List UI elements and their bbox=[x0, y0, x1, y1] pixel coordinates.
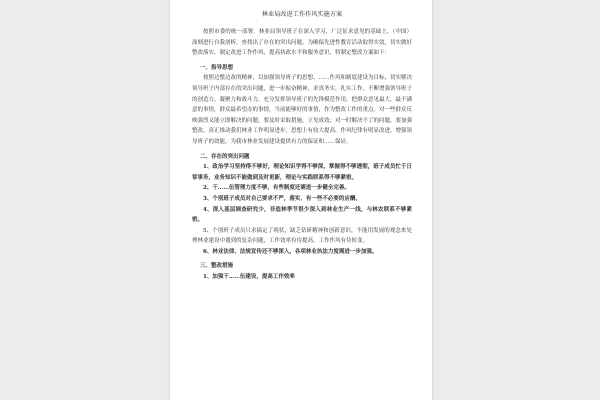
problem-item-2: 2、干……伍管理力度不够，有些制度还需进一步健全完善。 bbox=[203, 185, 350, 192]
problem-item-1: 1、政治学习坚持得不够好，理论知识学得不够深，掌握得不够透彻，班子成员忙于日常事务，业务知识不能做到及时更新，理论与实践联系得不够紧密。 bbox=[192, 164, 412, 181]
section-heading-2: 二、存在的突出问题 bbox=[200, 153, 250, 160]
document-title: 林业局改进工作作风实施方案 bbox=[261, 11, 343, 18]
section-heading-1: 一、指导思想 bbox=[200, 64, 234, 71]
section-heading-3: 三、整改措施 bbox=[200, 263, 234, 270]
document-content bbox=[192, 10, 412, 283]
problem-item-6: 6、林业法律、法规宣传还不够深入，各项林业执法力度需进一步加强。 bbox=[203, 248, 378, 255]
document-page bbox=[170, 0, 432, 400]
problem-item-3: 3、个别班子成员对自己要求不严，落实、有一些不必要的应酬。 bbox=[203, 195, 361, 202]
section-1-paragraph: 按照边整边改的精神，以加强领导班子的思想、……作风和制度建设为目标，切实解决领导班子内部存在的突出问题，进一步振奋精神，求真务实，扎实工作，不断增强领导班子的创造力、凝聚力和战斗力，充分发挥领导班子的先锋模范作用，把群众意见最大，最不满意的事情，群众最希望办的事情，当前能够好的事情，作为整改工作的重点。对一些群众反映强烈又能立即解决的问题，要及时采取措施，立见成效；对一时解决不了的问题，要加强整改，真正推动我们林业工作明显进步，思想上有较大提高，作风纪律有明显改进，增强领导班子的效能，为我市林业发展建设提供有力的保证和……保证。 bbox=[192, 75, 413, 145]
problem-item-5: 5、个别班子成员只求搞定了现状，缺乏钻研精神和创新意识，不能用发展的观念来处理林业建设中遇到的复杂问题，工作效率有待提高，工作作风有待转变。 bbox=[192, 227, 412, 245]
measure-item-1: 1、加强干……伍建设，提高工作效率 bbox=[203, 274, 295, 281]
problem-item-4: 4、深入基层调查研究少，非造林季节很少深入到林业生产一线，与林农联系不够紧密。 bbox=[192, 206, 412, 224]
intro-paragraph: 按照市委的统一部署，林业局领导班子在深入学习，广泛征求意见的基础上，（中国）深刻进行自我剖析，查找出了存在的突出问题。为确保先进性教育活动取得实效，切实做好整改落实，制定改进工作作风，提高执政水平和服务意识，特制定整改方案如下： bbox=[192, 29, 413, 57]
